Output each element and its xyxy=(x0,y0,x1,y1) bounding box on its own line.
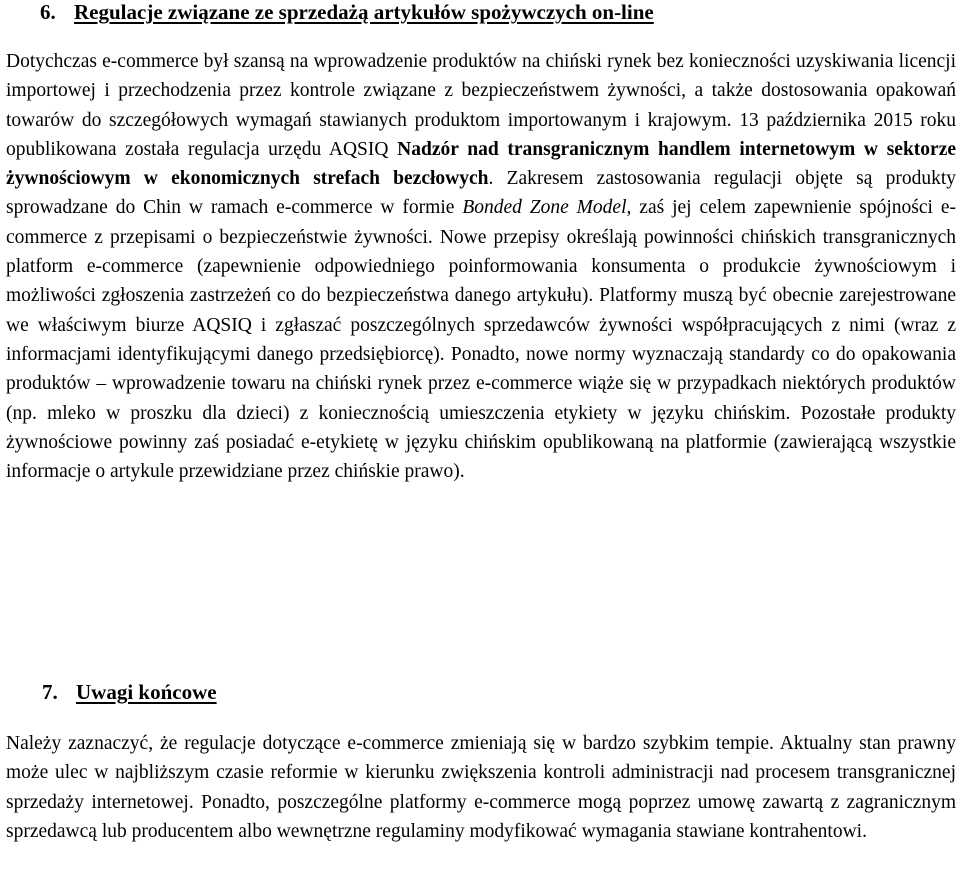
section-6-paragraph xyxy=(6,47,956,486)
section-6-title: Regulacje związane ze sprzedażą artykułów spożywczych on-line xyxy=(74,0,654,24)
paragraph-text-part-3: , zaś jej celem zapewnienie spójności e-commerce z przepisami o bezpieczeństwie żywności. Nowe przepisy określają powinności chińskich transgranicznych platform e-commerce (zapewnienie odpowiedniego poinformowania konsumenta o produkcie żywnościowym i możliwości zgłoszenia zastrzeżeń co do bezpieczeństwa danego artykułu). Platformy muszą być obecnie zarejestrowane we właściwym biurze AQSIQ i zgłaszać poszczególnych sprzedawców żywności współpracujących z nimi (wraz z informacjami identyfikującymi danego przedsiębiorcę). Ponadto, nowe normy wyznaczają standardy co do opakowania produktów – wprowadzenie towaru na chiński rynek przez e-commerce wiąże się w przypadkach niektórych produktów (np. mleko w proszku dla dzieci) z koniecznością umieszczenia etykiety w języku chińskim. Pozostałe produkty żywnościowe powinny zaś posiadać e-etykietę w języku chińskim opublikowaną na platformie (zawierającą wszystkie informacje o artykule przewidziane przez chińskie prawo). xyxy=(6,197,957,483)
section-7-title: Uwagi końcowe xyxy=(76,680,217,704)
section-7-paragraph xyxy=(6,729,956,846)
section-7-heading xyxy=(42,679,217,706)
section-7-number: 7. xyxy=(42,680,58,704)
section-6-number: 6. xyxy=(40,0,56,24)
regulation-title-bold: Nadzór nad transgranicznym handlem internetowym w sektorze żywnościowym w ekonomicznych strefach bezcłowych xyxy=(6,138,956,190)
bonded-zone-model-italic: Bonded Zone Model xyxy=(462,197,627,219)
section-6-heading xyxy=(40,0,654,26)
paragraph-text-part-1: Dotychczas e-commerce był szansą na wprowadzenie produktów na chiński rynek bez konieczności uzyskiwania licencji importowej i przechodzenia przez kontrole związane z bezpieczeństwem żywności, a także dostosowania opakowań towarów do szczegółowych wymagań stawianych produktom importowanym i krajowym. 13 października 2015 roku opublikowana została regulacja urzędu AQSIQ xyxy=(6,51,956,160)
section-7-text: Należy zaznaczyć, że regulacje dotyczące e-commerce zmieniają się w bardzo szybkim tempie. Aktualny stan prawny może ulec w najbliższym czasie reformie w kierunku zwiększenia kontroli administracji nad procesem transgranicznej sprzedaży internetowej. Ponadto, poszczególne platformy e-commerce mogą poprzez umowę zawartą z zagranicznym sprzedawcą lub producentem albo wewnętrzne regulaminy modyfikować wymagania stawiane kontrahentowi. xyxy=(6,733,956,842)
paragraph-text-part-2: . Zakresem zastosowania regulacji objęte są produkty sprowadzane do Chin w ramach e-commerce w formie xyxy=(6,168,956,219)
